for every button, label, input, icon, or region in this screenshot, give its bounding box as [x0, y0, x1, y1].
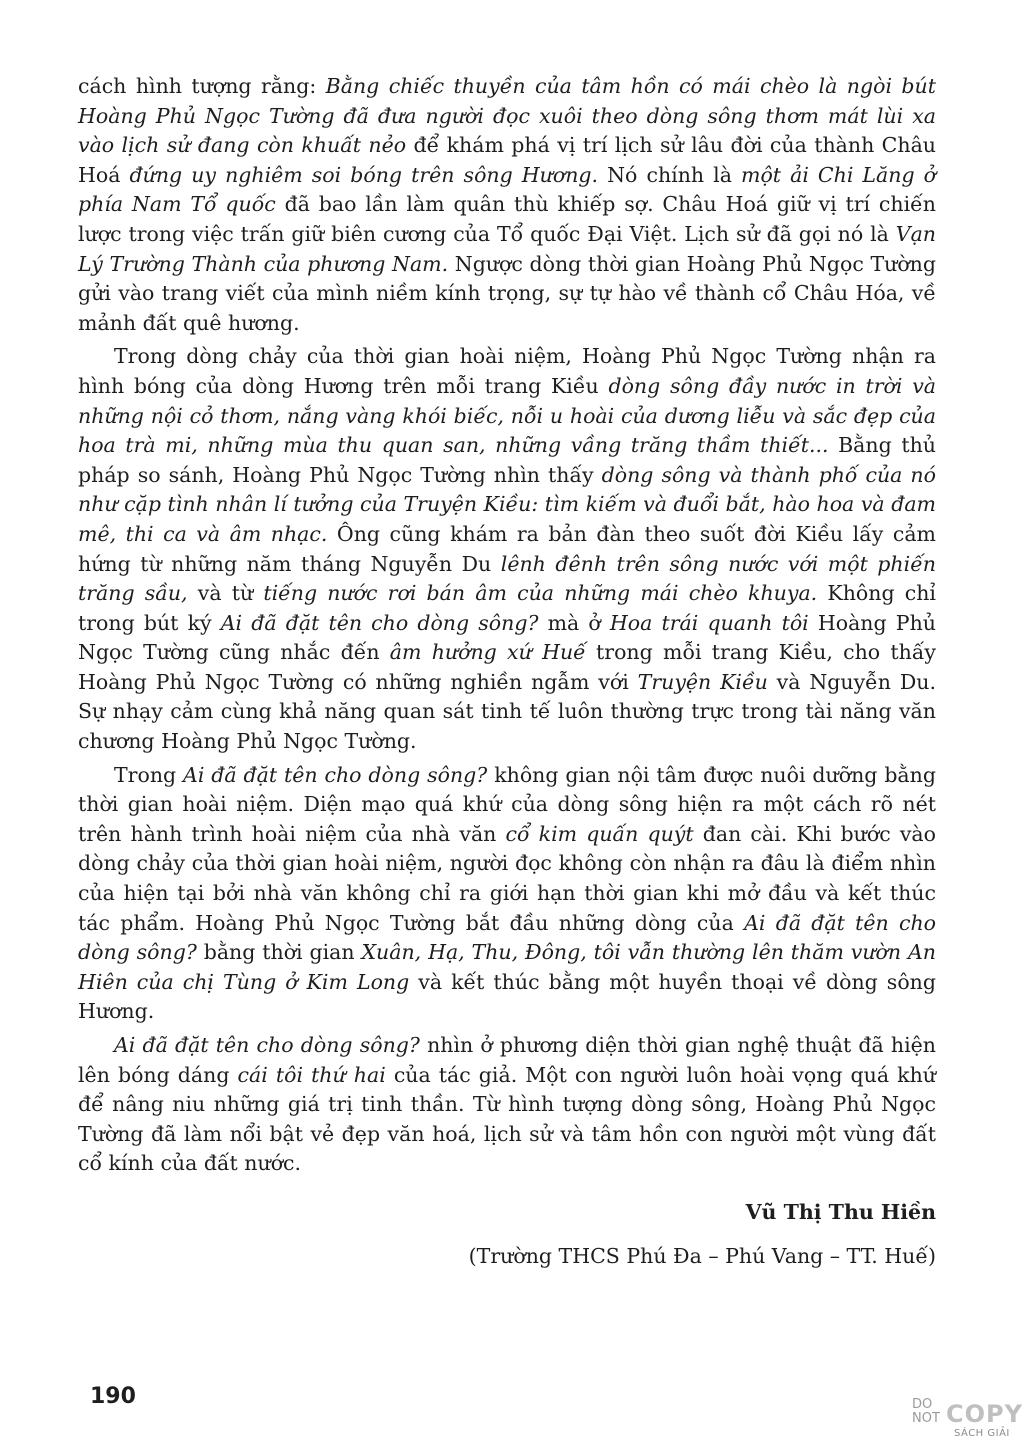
text-run: để khám phá vị trí lịch sử lâu đời của thành Châu Hoá [78, 133, 936, 187]
italic-text: lênh đênh trên sông nước với một phiến trăng sầu, [78, 551, 937, 606]
text-run: Không chỉ trong bút ký [78, 581, 936, 635]
text-run: đan cài. Khi bước vào dòng chảy của thời gian hoài niệm, người đọc không còn nhận ra đâu là điểm nhìn của hiện tại bởi nhà văn không chỉ ra giới hạn thời gian khi mở đầu và kết thúc tác phẩm. Hoàng Phủ Ngọc Tường bắt đầu những dòng của [78, 821, 936, 935]
italic-text: tiếng nước rơi bán âm của những mái chèo khuya. [263, 581, 818, 606]
paragraph [78, 72, 936, 338]
italic-text: Bằng chiếc thuyền của tâm hồn có mái chèo là ngòi bút Hoàng Phủ Ngọc Tường đã đưa người đọc xuôi theo dòng sông thơm mát lùi xa vào lịch sử đang còn khuất nẻo [78, 74, 936, 158]
watermark-logo [908, 1397, 1023, 1444]
paragraph [78, 342, 936, 756]
text-run: Trong dòng chảy của thời gian hoài niệm, Hoàng Phủ Ngọc Tường nhận ra hình bóng của dòng Hương trên mỗi trang Kiều [78, 344, 936, 398]
italic-text: Ai đã đặt tên cho dòng sông? [183, 762, 488, 787]
italic-text: dòng sông đầy nước in trời và những nội cỏ thơm, nắng vàng khói biếc, nỗi u hoài của dương liễu và sắc đẹp của hoa trà mi, những mùa thu quan san, những vầng trăng thầm thiết... [78, 373, 936, 458]
italic-text: Hoa trái quanh tôi [609, 610, 809, 635]
watermark-not: NOT [912, 1411, 940, 1426]
italic-text: đứng uy nghiêm soi bóng trên sông Hương. [129, 162, 599, 187]
text-run: không gian nội tâm được nuôi dưỡng bằng thời gian hoài niệm. Diện mạo quá khứ của dòng sông hiện ra một cách rõ nét trên hành trình hoài niệm của nhà văn [78, 762, 936, 846]
article-body [78, 72, 936, 1271]
text-run: trong mỗi trang Kiều, cho thấy Hoàng Phủ Ngọc Tường có những nghiền ngẫm với [78, 640, 936, 694]
author-name: Vũ Thị Thu Hiền [745, 1199, 936, 1224]
paragraph [78, 761, 936, 1027]
italic-text: một ải Chi Lăng ở phía Nam Tổ quốc [78, 162, 936, 217]
text-run: cách hình tượng rằng: [78, 74, 326, 98]
text-run: và Nguyễn Du. Sự nhạy cảm cùng khả năng quan sát tinh tế luôn thường trực trong tài năng văn chương Hoàng Phủ Ngọc Tường. [78, 669, 937, 754]
text-run: mà ở [538, 610, 610, 635]
italic-text: Ai đã đặt tên cho dòng sông? [114, 1033, 420, 1057]
italic-text: dòng sông và thành phố của nó như cặp tình nhân lí tưởng của Truyện Kiều: tìm kiếm và đuổi bắt, hào hoa và đam mê, thi ca và âm nhạc. [78, 462, 936, 546]
text-run: nhìn ở phương diện thời gian nghệ thuật đã hiện lên bóng dáng [78, 1033, 936, 1087]
italic-text: Ai đã đặt tên cho dòng sông? [220, 610, 539, 635]
text-run: Hoàng Phủ Ngọc Tường cũng nhắc đến [78, 610, 936, 665]
text-run: và kết thúc bằng một huyền thoại về dòng sông Hương. [78, 969, 936, 1024]
text-run: bằng thời gian [196, 940, 362, 965]
italic-text: cổ kim quấn quýt [505, 821, 694, 846]
paragraph [78, 1031, 936, 1179]
text-run: Ông cũng khám ra bản đàn theo suốt đời Kiều lấy cảm hứng từ những năm tháng Nguyễn Du [78, 521, 936, 576]
italic-text: âm hưởng xứ Huế [389, 640, 586, 665]
paragraph-list [78, 72, 936, 1179]
watermark-brand: SÁCH GIẢI [954, 1428, 1010, 1439]
italic-text: cái tôi thứ hai [237, 1062, 386, 1087]
italic-text: Ai đã đặt tên cho dòng sông? [78, 910, 937, 965]
text-run: Trong [114, 762, 184, 787]
text-run: Nó chính là [598, 162, 742, 187]
text-run: và từ [187, 581, 264, 606]
text-run: của tác giả. Một con người luôn hoài vọng quá khứ để nâng niu những giá trị tinh thần. Từ hình tượng dòng sông, Hoàng Phủ Ngọc Tường đã làm nổi bật vẻ đẹp văn hoá, lịch sử và tâm hồn con người một vùng đất cổ kính của đất nước. [78, 1062, 936, 1176]
watermark-do: DO [912, 1397, 933, 1412]
text-run: Bằng thủ pháp so sánh, Hoàng Phủ Ngọc Tường nhìn thấy [78, 433, 937, 487]
watermark-copy: COPY [946, 1400, 1023, 1428]
author-affiliation: (Trường THCS Phú Đa – Phú Vang – TT. Huế) [468, 1243, 936, 1268]
page-number: 190 [90, 1384, 136, 1409]
italic-text: Xuân, Hạ, Thu, Đông, tôi vẫn thường lên thăm vườn An Hiên của chị Tùng ở Kim Long [78, 940, 936, 994]
text-run: Ngược dòng thời gian Hoàng Phủ Ngọc Tường gửi vào trang viết của mình niềm kính trọng, sự tự hào về thành cổ Châu Hóa, về mảnh đất quê hương. [78, 251, 936, 335]
italic-text: Truyện Kiều [637, 669, 768, 694]
text-run: đã bao lần làm quân thù khiếp sợ. Châu Hoá giữ vị trí chiến lược trong việc trấn giữ biên cương của Tổ quốc Đại Việt. Lịch sử đã gọi nó là [78, 192, 936, 246]
italic-text: Vạn Lý Trường Thành của phương Nam. [78, 221, 936, 276]
